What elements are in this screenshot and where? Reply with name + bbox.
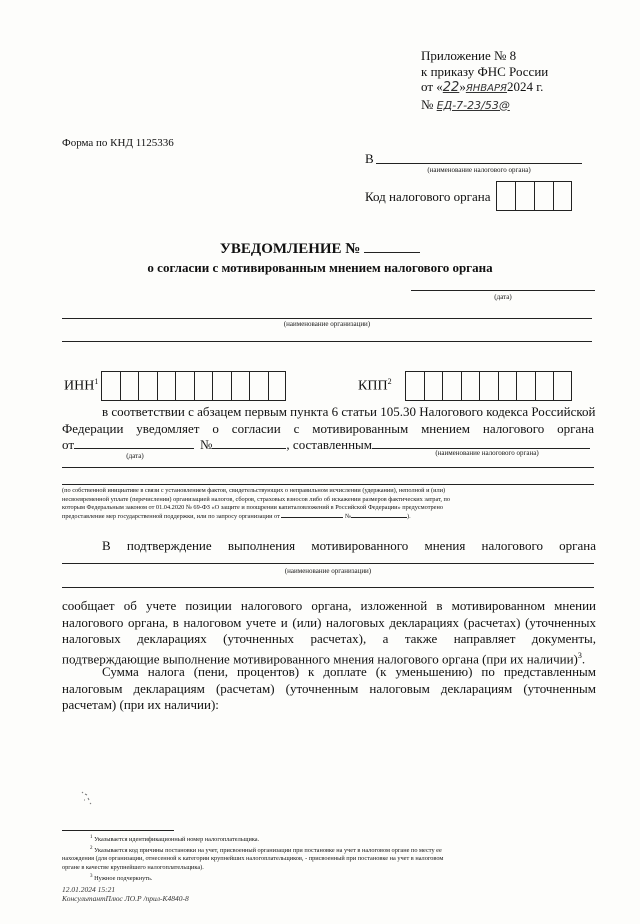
scan-artifact [80, 790, 94, 806]
date-line [411, 290, 595, 291]
notice-subtitle: о согласии с мотивированным мнением налогового органа [147, 260, 493, 275]
notice-title: УВЕДОМЛЕНИЕ № [0, 241, 640, 258]
code-cell [553, 181, 572, 211]
print-doc-id: КонсультантПлюс ЛО.Р /прил-К4840-8 [62, 894, 189, 903]
consent-line3: от № , составленным [62, 437, 596, 453]
inn-cells [101, 371, 286, 401]
code-cell [496, 181, 515, 211]
org-name-caption-2: (наименование организации) [284, 567, 372, 575]
print-stamp [62, 885, 189, 903]
footnotes: $^1$ Указывается идентификационный номер налогоплательщика. $^2$ Указывается код причины постановки на учет, присвоенный организации при постановке на учет в налоговом органе по месту ее нахождения (для организации, отнесенной к категории крупнейших налогоплательщиков, - присвоенный при постановке на учет в налоговом органе в качестве крупнейшего налогоплательщика). $^3$ Нужное подчеркнуть. [62, 835, 444, 882]
footnote-separator [62, 830, 174, 831]
form-code: Форма по КНД 1125336 [62, 137, 174, 149]
recipient-prefix: В [365, 151, 374, 166]
appendix-block [421, 48, 548, 113]
org-name-line [62, 318, 592, 319]
date-caption: (дата) [494, 293, 512, 301]
handwritten-day: 22 [442, 80, 460, 95]
basis-line-2 [62, 484, 594, 485]
kpp-cells [405, 371, 572, 401]
confirm-line: В подтверждение выполнения мотивированного мнения налогового органа [102, 538, 596, 553]
appendix-line4: № ЕД-7-23/53@ [421, 96, 510, 112]
appendix-line3: от «22»ЯНВАРЯ2024 г. [421, 79, 544, 95]
basis-line-1 [62, 467, 594, 468]
handwritten-order-number: ЕД-7-23/53@ [436, 98, 510, 112]
tax-authority-code-cells [496, 181, 572, 211]
consent-date-caption: (дата) [126, 452, 144, 460]
appendix-line2: к приказу ФНС России [421, 63, 549, 79]
basis-text: (по собственной инициативе в связи с установлением фактов, свидетельствующих о неправильном исчислении (удержании), неполной и (или) несвоевременной уплате (перечислении) организацией налогов, сборов, страховых взносов либо об искажении размеров фактических затрат, по которым Федеральным законом от 01.04.2020 № 69-ФЗ «О защите и поощрении капиталовложений в Российской Федерации» предусмотрено предоставление мер государственной поддержки, или по запросу организации от № ). [62, 487, 451, 520]
paragraph-1: сообщает об учете позиции налогового органа, изложенной в мотивированном мнении налогового органа, в налоговом учете и (или) налоговых декларациях (расчетах) (уточненных налоговых декларациях (уточненных расчетах), а также направляет документы, подтверждающие выполнение мотивированного мнения налогового органа (при их наличии)$^3$. [62, 598, 596, 666]
org-name-line-2 [62, 341, 592, 342]
handwritten-month: ЯНВАРЯ [465, 83, 507, 94]
code-cell [534, 181, 553, 211]
consent-line2: Федерации уведомляет о согласии с мотивированным мнением налогового органа [62, 421, 594, 436]
org-name-line-3 [62, 563, 594, 564]
consent-tax-authority-caption: (наименование налогового органа) [435, 449, 539, 457]
org-name-line-4 [62, 587, 594, 588]
tax-authority-code-label: Код налогового органа [365, 189, 491, 204]
code-cell [515, 181, 534, 211]
recipient-caption: (наименование налогового органа) [427, 166, 531, 174]
inn-label: ИНН$^1$ [64, 377, 99, 394]
recipient-line [376, 163, 582, 164]
consent-line1: в соответствии с абзацем первым пункта 6 статьи 105.30 Налогового кодекса Российской [102, 404, 596, 419]
appendix-line1: Приложение № 8 [421, 48, 517, 63]
org-name-caption: (наименование организации) [283, 320, 371, 328]
print-datetime: 12.01.2024 15:21 [62, 885, 116, 894]
kpp-label: КПП$^2$ [358, 377, 392, 394]
paragraph-2: Сумма налога (пени, процентов) к доплате (к уменьшению) по представленным налоговым декларациям (расчетам) (уточненным налоговым декларациям (уточненным расчетам) (при их наличии): [62, 664, 596, 712]
